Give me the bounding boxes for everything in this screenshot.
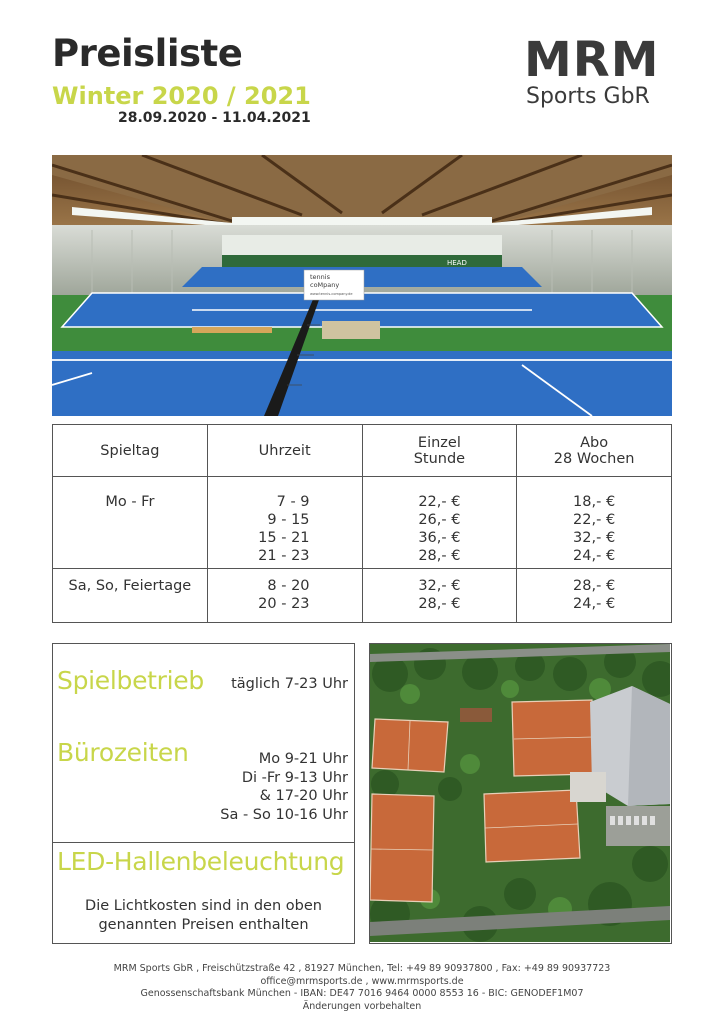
list-item: Di -Fr 9-13 Uhr <box>241 769 348 786</box>
indoor-hall-illustration <box>52 155 672 416</box>
footer-contact: office@mrmsports.de , www.mrmsports.de <box>260 975 464 987</box>
price-table <box>52 424 672 623</box>
header-day: Spieltag <box>53 425 208 477</box>
spielbetrieb-title: Spielbetrieb <box>57 666 204 695</box>
weekday-label: Mo - Fr <box>53 477 208 569</box>
buro-title: Bürozeiten <box>57 738 189 767</box>
logo-sub-text: Sports GbR <box>526 84 650 109</box>
weekday-times: 7 - 9 9 - 15 15 - 21 21 - 23 <box>207 477 362 569</box>
table-row <box>53 569 672 623</box>
banner-text-2: coMpany <box>310 281 340 289</box>
banner-text-3: www.tennis-company.de <box>310 292 353 296</box>
banner-text-1: tennis <box>310 273 330 281</box>
list-item: Mo 9-21 Uhr <box>258 751 348 767</box>
buro-hours-list <box>220 750 348 824</box>
logo-main-text: MRM <box>524 32 660 88</box>
header-single: Einzel Stunde <box>362 425 517 477</box>
page-title: Preisliste <box>52 32 243 75</box>
footer-address: MRM Sports GbR , Freischützstraße 42 , 81927 München, Tel: +49 89 90937800 , Fax: +49 89 90937723 <box>113 963 611 974</box>
weekend-single-prices: 32,- € 28,- € <box>362 569 517 623</box>
led-note-line: Die Lichtkosten sind in den oben <box>85 898 322 914</box>
header-abo: Abo 28 Wochen <box>517 425 672 477</box>
spielbetrieb-hours: täglich 7-23 Uhr <box>231 676 348 692</box>
weekend-label: Sa, So, Feiertage <box>53 569 208 623</box>
aerial-photo <box>369 643 672 944</box>
led-title: LED-Hallenbeleuchtung <box>57 847 345 876</box>
weekend-abo-prices: 28,- € 24,- € <box>517 569 672 623</box>
weekday-single-prices: 22,- € 26,- € 36,- € 28,- € <box>362 477 517 569</box>
weekend-times: 8 - 20 20 - 23 <box>207 569 362 623</box>
opening-hours-box <box>52 643 355 843</box>
indoor-hall-photo <box>52 155 672 416</box>
led-lighting-box <box>52 843 355 944</box>
footer-bank: Genossenschaftsbank München - IBAN: DE47 7016 9464 0000 8553 16 - BIC: GENODEF1M07 <box>140 988 584 999</box>
footer <box>0 963 724 1013</box>
aerial-illustration <box>370 644 670 942</box>
price-table-header-row <box>53 425 672 477</box>
table-row <box>53 477 672 569</box>
header-time: Uhrzeit <box>207 425 362 477</box>
weekday-abo-prices: 18,- € 22,- € 32,- € 24,- € <box>517 477 672 569</box>
list-item: Sa - So 10-16 Uhr <box>220 806 348 823</box>
season-subtitle: Winter 2020 / 2021 <box>52 82 311 110</box>
list-item: & 17-20 Uhr <box>259 788 348 804</box>
led-note <box>53 897 354 935</box>
hall-sign-text: HEAD <box>447 259 467 267</box>
season-dates: 28.09.2020 - 11.04.2021 <box>118 110 311 126</box>
footer-disclaimer: Änderungen vorbehalten <box>302 1000 422 1012</box>
led-note-line: genannten Preisen enthalten <box>98 917 309 933</box>
company-logo <box>524 32 674 110</box>
